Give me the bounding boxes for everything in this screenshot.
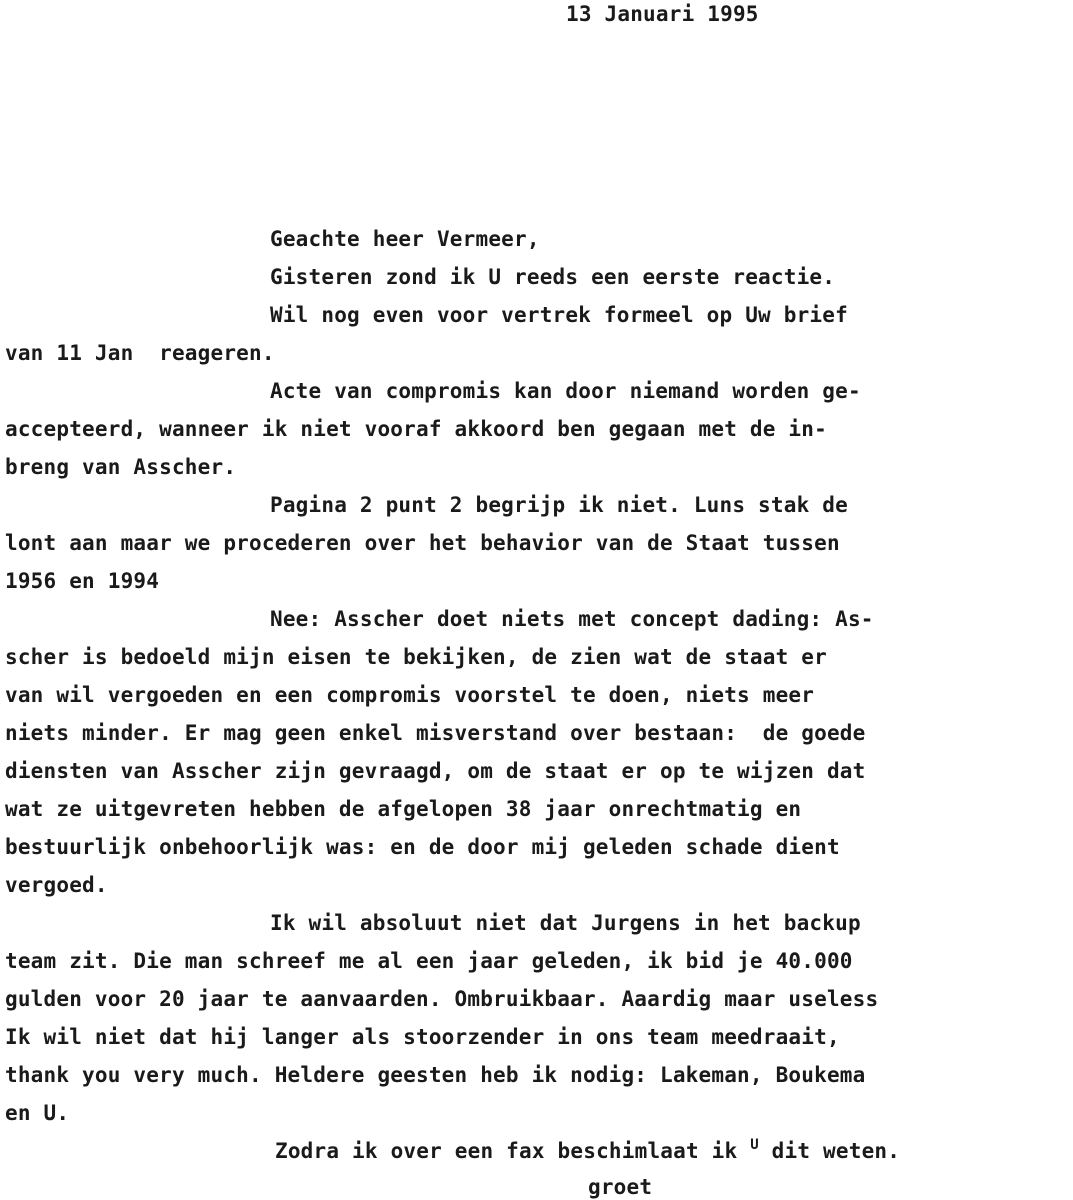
text-line: wat ze uitgevreten hebben de afgelopen 38 jaar onrechtmatig en (5, 797, 802, 821)
text-line: Acte van compromis kan door niemand worden ge- (270, 379, 861, 403)
text-line: gulden voor 20 jaar te aanvaarden. Ombruikbaar. Aaardig maar useless (5, 987, 879, 1011)
text-line: niets minder. Er mag geen enkel misverstand over bestaan: de goede (5, 721, 866, 745)
text-line: Wil nog even voor vertrek formeel op Uw brief (270, 303, 848, 327)
closing-text: Zodra ik over een fax beschimlaat ik (275, 1139, 751, 1163)
closing-line (275, 1139, 900, 1166)
text-line: scher is bedoeld mijn eisen te bekijken, de zien wat de staat er (5, 645, 827, 669)
text-line: van wil vergoeden en een compromis voorstel te doen, niets meer (5, 683, 815, 707)
text-line: Ik wil niet dat hij langer als stoorzender in ons team meedraait, (5, 1025, 840, 1049)
text-line: bestuurlijk onbehoorlijk was: en de door mij geleden schade dient (5, 835, 840, 859)
text-line: diensten van Asscher zijn gevraagd, om de staat er op te wijzen dat (5, 759, 866, 783)
closing-superscript: U (750, 1137, 759, 1153)
text-line: Gisteren zond ik U reeds een eerste reactie. (270, 265, 836, 289)
text-line: vergoed. (5, 873, 108, 897)
text-line: Ik wil absoluut niet dat Jurgens in het backup (270, 911, 861, 935)
closing-text-end: dit weten. (758, 1139, 901, 1163)
text-line: Nee: Asscher doet niets met concept dading: As- (270, 607, 874, 631)
text-line: van 11 Jan reageren. (5, 341, 275, 365)
text-line: thank you very much. Heldere geesten heb ik nodig: Lakeman, Boukema (5, 1063, 866, 1087)
text-line: en U. (5, 1101, 70, 1125)
letter-date: 13 Januari 1995 (566, 2, 759, 26)
text-line: lont aan maar we procederen over het behavior van de Staat tussen (5, 531, 840, 555)
salutation: Geachte heer Vermeer, (270, 227, 540, 251)
text-line: 1956 en 1994 (5, 569, 160, 593)
text-line: Pagina 2 punt 2 begrijp ik niet. Luns stak de (270, 493, 848, 517)
text-line: breng van Asscher. (5, 455, 237, 479)
text-line: accepteerd, wanneer ik niet vooraf akkoord ben gegaan met de in- (5, 417, 827, 441)
text-line: team zit. Die man schreef me al een jaar geleden, ik bid je 40.000 (5, 949, 853, 973)
signoff: groet (588, 1175, 653, 1199)
